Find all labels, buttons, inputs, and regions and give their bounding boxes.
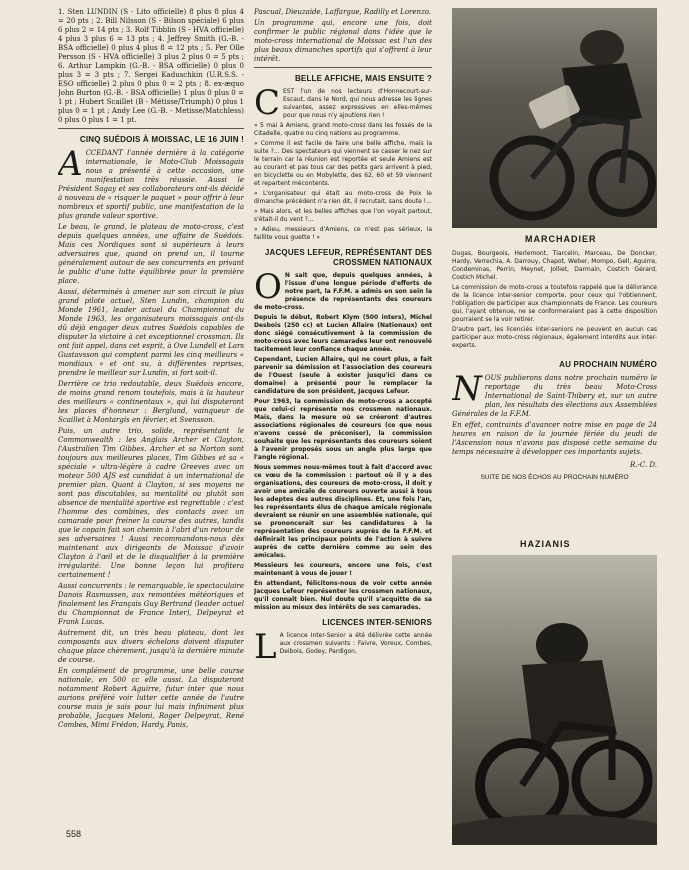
signature: R.-C. D.: [629, 461, 657, 469]
motocross-photo-hazianis: [452, 555, 657, 845]
article-paragraph: Puis, un autre trio, solide, représentant le Commonwealth : les Anglais Archer et Clayton, l'Australien Tim Gibbes. Archer et sa Norton sont toujours aux meilleures places, Tim Gibbes et sa « spéciale » ultra-légère à cadre Greeves avec un moteur 500 AJS est candidat à un international de premier plan. Quant à Clayton, si ses moyens ne sont pas discutables, sa mentalité ou plutôt son absence de mentalité sportive est regrettable : c'est l'homme des combines, des contacts avec un camarade pour freiner la course des autres, tandis que le copain fait son chemin à l'abri d'un retour de ses adversaires ! Aussi recommandons-nous dès maintenant aux dirigeants de Moissac d'avoir Clayton à l'œil et de le disqualifier à la première irrégularité. Une bonne leçon lui profitera certainement !: [58, 427, 244, 579]
article-paragraph: En attendant, félicitons-nous de voir cette année Jacques Lefeur représenter les crossmen nationaux, qu'il connaît bien. Nul doute qu'il s'acquitte de sa mission au mieux des intérêts de ses camarades.: [254, 580, 432, 611]
article-paragraph: Aussi, déterminés à amener sur son circuit le plus grand pilote actuel, Sten Lundin, champion du Monde 1961, leader actuel du Championnat du Monde 1963, les organisateurs moissagais ont-ils dû déjà engager deux autres Suédois capables de disputer la victoire à cet exceptionnel crossman. Ils ont fait appel, dans cet esprit, à Ove Lundell et Lars Gustavsson qui comptent parmi les cinq meilleurs « mondiaux » et ont su, à différentes reprises, prendre le meilleur sur Lundin, si fort soit-il.: [58, 288, 244, 377]
article-paragraph: Derrière ce trio redoutable, deux Suédois encore, de moins grand renom toutefois, mais à la hauteur des meilleurs « continentaux », qui lui disputeront les places d'honneur : Berglund, vainqueur de Scaillet à Montargis en février, et Svensson.: [58, 380, 244, 424]
article-paragraph: Pour 1963, la commission de moto-cross a accepté que celui-ci représente nos crossmen nationaux. Mais, dans la mesure où se créeront d'autres associations régionales de coureurs (ce que nous n'avons cessé de préconiser), la commission souhaite que les représentants des coureurs soient à l'avenir proposés sous un angle plus large que l'angle régional.: [254, 398, 432, 461]
article-heading-moissac: CINQ SUÉDOIS À MOISSAC, LE 16 JUIN !: [79, 135, 244, 144]
article-paragraph: Dugas, Bourgeois, Herlemont, Tiarcelin, Marceau, De Doncker, Hardy, Verrechia, A. Darrouy, Chapot, Weber, Mompo, Gell, Aguirre, Condeminas, Perrin, Meynet, Jolliet, Darmain, Costich Gérard, Costich Michel.: [452, 250, 657, 281]
divider: [58, 128, 244, 129]
article-paragraph: Le beau, le grand, le plateau de moto-cross, c'est depuis quelques années, une affaire de Suédois. Mais ces Nordiques sont si supérieurs à leurs adversaires que, quand on prend un, il tourne généralement autour de ses concurrents en privant le public d'une lutte équilibrée pour la première place.: [58, 223, 244, 285]
article-text: N sait que, depuis quelques années, à l'issue d'une longue période d'efforts de notre part, la F.F.M. a admis en son sein la présence de représentants des coureurs de moto-cross.: [254, 272, 432, 311]
article-heading-lefeur: JACQUES LEFEUR, REPRÉSENTANT DES CROSSMEN NATIONAUX: [264, 248, 432, 267]
column-middle: [254, 8, 432, 826]
article-paragraph: [254, 627, 432, 667]
article-paragraph: [254, 83, 432, 123]
article-paragraph: La commission de moto-cross a toutefois rappelé que la délivrance de la licence inter-senior comporte, pour ceux qui l'obtiennent, l'obligation de participer aux championnats de France. Les coureurs qui, l'ayant obtenue, ne se conformeraient pas à cette disposition pourraient se la voir retirer.: [452, 284, 657, 323]
article-text: EST l'un de nos lecteurs d'Honnecourt-sur-Escaut, dans le Nord, qui nous adresse les lignes suivantes, assez expressives en elles-mêmes pour que nous n'y ajoutions rien !: [283, 88, 432, 119]
drop-cap: O: [254, 267, 282, 307]
article-paragraph: En effet, contraints d'avancer notre mise en page de 24 heures en raison de la journée fériée du jeudi de l'Ascension nous n'avons pas disposé cette semaine du temps nécessaire à développer ces importants sujets.: [452, 421, 657, 456]
article-paragraph: Nous sommes nous-mêmes tout à fait d'accord avec ce vœu de la commission : partout où il y a des organisations, des coureurs de moto-cross, il doit y avoir une amicale de coureurs ouverte aussi à tous les adeptes des autres disciplines. Et, une fois l'an, les représentants élus de chaque amicale régionale devraient se réunir en une assemblée nationale, qui se prononcerait sur les candidatures à la représentation des coureurs auprès de la F.F.M. et définirait les principaux points de l'action à suivre auprès de cette dernière comme au sein des amicales.: [254, 464, 432, 559]
rider-illustration-icon: [452, 555, 657, 845]
photo-caption: HAZIANIS: [520, 539, 571, 549]
results-paragraph: 1. Sten LUNDIN (S - Lito officielle) 8 plus 8 plus 4 = 20 pts ; 2. Bill Nilsson (S - Bilson spéciale) 6 plus 6 plus 2 = 14 pts ; 3. Rolf Tibblin (S - HVA officielle) 4 plus 3 plus 6 = 13 pts ; 4. Jeffrey Smith (G.-B. - BSA officielle) 0 plus 4 plus 8 = 12 pts ; 5. Per Olle Persson (S - HVA officielle) 3 plus 2 plus 0 = 5 pts ; 6. Arthur Lampkin (G.-B. - BSA officielle) 0 plus 0 plus 3 = 3 pts ; 7. Sergei Kaduschkin (U.R.S.S. - ESO officielle) 2 plus 0 plus 0 = 2 pts ; 8. ex-æquo John Burton (G.-B. - BSA officielle) 1 plus 0 plus 0 = 1 pt ; Hubert Scaillet (B - Métisse/Triumph) 0 plus 1 plus 0 = 1 pt ; Andy Lee (G.-B. - Metisse/Matchless) 0 plus 0 plus 1 = 1 pt.: [58, 8, 244, 124]
article-heading-licences: LICENCES INTER-SENIORS: [322, 618, 432, 627]
article-text: CCEDANT l'année dernière à la catégorie internationale, le Moto-Club Moissagais nous a présenté à cette occasion, une manifestation très réussie. Aussi le Président Sagay et ses collaborateurs ont-ils décidé à nouveau de « risquer le paquet » pour offrir à leur nombreux et sportif public, une manifestation de la plus grande valeur sportive.: [58, 149, 244, 220]
article-paragraph: » Adieu, messieurs d'Amiens, ce n'est pas sérieux, la faillite vous guette ! »: [254, 226, 432, 241]
suite-notice: SUITE DE NOS ÉCHOS AU PROCHAIN NUMÉRO: [480, 474, 629, 481]
article-paragraph: » Mais alors, et les belles affiches que l'on voyait partout, s'était-il du vent ?...: [254, 208, 432, 223]
column-right: [452, 250, 657, 550]
article-paragraph: [58, 144, 244, 221]
article-paragraph: Pascual, Dieuzaide, Laffargue, Radilly et Lorenzo.: [254, 8, 432, 16]
divider: [254, 67, 432, 68]
motocross-photo-marchadier: [452, 8, 657, 228]
article-paragraph: « 5 mai à Amiens, grand moto-cross dans les fossés de la Citadelle, quatre ou cinq nations au programme.: [254, 122, 432, 137]
article-heading-affiche: BELLE AFFICHE, MAIS ENSUITE ?: [294, 74, 432, 83]
drop-cap: L: [254, 627, 277, 667]
article-paragraph: [452, 369, 657, 419]
article-paragraph: Aussi concurrents : le remarquable, le spectaculaire Danois Rasmussen, aux remontées météoriques et finalement les Français Guy Bertrand (leader actuel du Championnat de France Inter), Delpeyrat et Frank Lucas.: [58, 582, 244, 626]
article-text: A licence Inter-Senior a été délivrée cette année aux crossmen suivants : Faivre, Voreux, Combes, Deibois, Godey, Pardigon,: [279, 632, 432, 655]
rider-illustration-icon: [452, 8, 657, 228]
photo-caption: MARCHADIER: [525, 234, 597, 244]
article-paragraph: En complément de programme, une belle course nationale, en 500 cc elle aussi. La disputeront notamment Robert Aguirre, futur inter que nous aurions préféré voir lutter cette année de l'autre course mais je sais pour lui mais infiniment plus probable, Jacques Meloni, Roger Delpeyrat, René Combes, Mimi Frédon, Hardy, Panis,: [58, 667, 244, 729]
article-paragraph: Cependant, Lucien Allaire, qui ne court plus, a fait parvenir sa démission et l'association des coureurs de l'Ouest (seule à exister jusqu'ici dans ce domaine) a présenté pour le remplacer la candidature de son président, Jacques Lefeur.: [254, 356, 432, 395]
page-number: 558: [66, 829, 82, 839]
drop-cap: A: [58, 144, 83, 184]
article-paragraph: Depuis le début, Robert Klym (500 inters), Michel Desbois (250 cc) et Lucien Allaire (Nationaux) ont donc siégé consécutivement à la commission de moto-cross avec leurs camarades leur ont renouvelé tacitement leur confiance chaque année.: [254, 314, 432, 353]
column-left: [58, 8, 244, 818]
drop-cap: N: [452, 369, 482, 409]
article-paragraph: Messieurs les coureurs, encore une fois, c'est maintenant à vous de jouer !: [254, 562, 432, 577]
article-paragraph: D'autre part, les licenciés inter-seniors ne peuvent en aucun cas participer aux moto-cross régionaux, également interdits aux inter-experts.: [452, 326, 657, 349]
article-paragraph: Autrement dit, un très beau plateau, dont les composants aux divers échelons doivent disputer chaque place chèrement, jusqu'à la dernière minute de course.: [58, 629, 244, 664]
article-heading-prochain: AU PROCHAIN NUMÉRO: [559, 360, 657, 369]
article-paragraph: » L'organisateur qui était au moto-cross de Poix le dimanche précédent n'a rien dit, il recrutait, sans doute !...: [254, 190, 432, 205]
article-paragraph: Un programme qui, encore une fois, doit confirmer le public régional dans l'idée que le moto-cross international de Moissac est l'un des plus beaux dimanches sportifs qui s'offrent à leur intérêt.: [254, 19, 432, 63]
drop-cap: C: [254, 83, 281, 123]
article-paragraph: » Comme il est facile de faire une belle affiche, mais la suite ?... Des spectateurs qui viennent se casser le nez sur le terrain car la réunion est reportée et seule Amiens est au courant et pas tous car des petits gars arrivent à pied, en bicyclette ou en Mobylette, des 62, 60 et 59 viennent et repartent mécontents.: [254, 140, 432, 187]
article-paragraph: [254, 267, 432, 312]
article-text: OUS publierons dans notre prochain numéro le reportage du très beau Moto-Cross International de Saint-Thibery et, sur un autre plan, les résultats des élections aux Assemblées Générales de la F.F.M.: [452, 374, 657, 418]
